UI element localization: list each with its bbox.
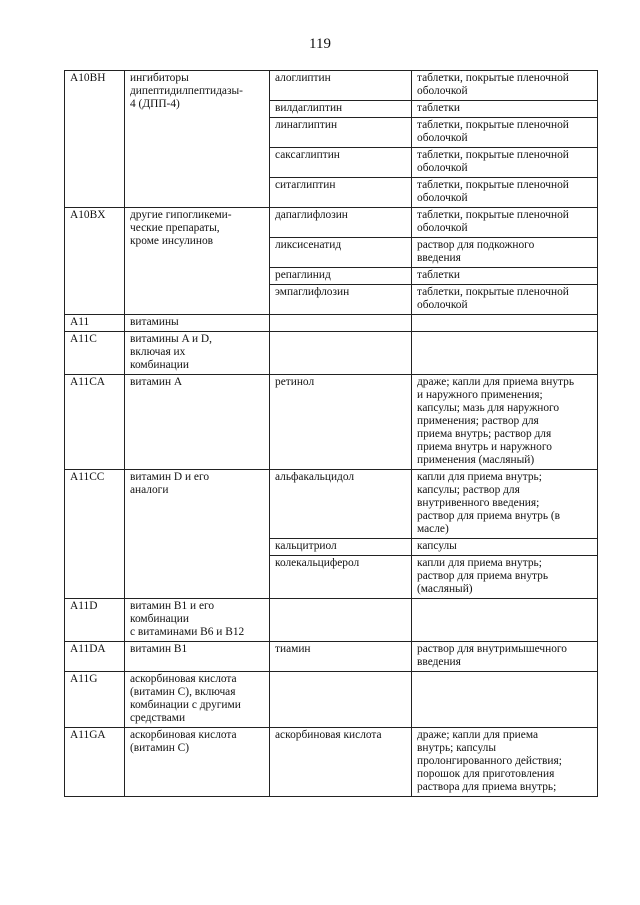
drug-name: эмпаглифлозин <box>270 285 412 315</box>
table-row <box>65 71 598 101</box>
table-row <box>65 332 598 375</box>
drug-name: вилдаглиптин <box>270 101 412 118</box>
drug-name: репаглинид <box>270 268 412 285</box>
drug-name: линаглиптин <box>270 118 412 148</box>
dosage-form: капли для приема внутрь; раствор для приема внутрь (масляный) <box>412 556 598 599</box>
drug-name: колекальциферол <box>270 556 412 599</box>
page-number: 119 <box>309 36 331 52</box>
table-row <box>65 599 598 642</box>
drug-group: витамин B1 и его комбинации с витаминами B6 и B12 <box>125 599 270 642</box>
drug-group: аскорбиновая кислота (витамин C) <box>125 728 270 797</box>
atc-code: A10BH <box>65 71 125 208</box>
dosage-form: драже; капли для приема внутрь; капсулы пролонгированного действия; порошок для приготовления раствора для приема внутрь; <box>412 728 598 797</box>
dosage-form: таблетки, покрытые пленочной оболочкой <box>412 71 598 101</box>
table-row <box>65 642 598 672</box>
dosage-form: таблетки, покрытые пленочной оболочкой <box>412 118 598 148</box>
table-row <box>65 470 598 539</box>
dosage-form: таблетки, покрытые пленочной оболочкой <box>412 285 598 315</box>
table-row <box>65 375 598 470</box>
drug-group: витамины A и D, включая их комбинации <box>125 332 270 375</box>
dosage-form: таблетки, покрытые пленочной оболочкой <box>412 208 598 238</box>
drug-group: ингибиторы дипептидилпептидазы- 4 (ДПП-4) <box>125 71 270 208</box>
drug-name: ликсисенатид <box>270 238 412 268</box>
drug-group: другие гипогликеми- ческие препараты, кроме инсулинов <box>125 208 270 315</box>
drug-group: витамин A <box>125 375 270 470</box>
table-row <box>65 728 598 797</box>
atc-code: A11DA <box>65 642 125 672</box>
dosage-form: таблетки, покрытые пленочной оболочкой <box>412 148 598 178</box>
drug-name <box>270 315 412 332</box>
drug-group: витамин B1 <box>125 642 270 672</box>
atc-code: A11CC <box>65 470 125 599</box>
drug-group: витамин D и его аналоги <box>125 470 270 599</box>
atc-code: A11CA <box>65 375 125 470</box>
drug-group: аскорбиновая кислота (витамин C), включая комбинации с другими средствами <box>125 672 270 728</box>
drug-name: дапаглифлозин <box>270 208 412 238</box>
dosage-form: капли для приема внутрь; капсулы; раствор для внутривенного введения; раствор для приема внутрь (в масле) <box>412 470 598 539</box>
drug-name: альфакальцидол <box>270 470 412 539</box>
dosage-form: таблетки, покрытые пленочной оболочкой <box>412 178 598 208</box>
drug-name: тиамин <box>270 642 412 672</box>
drug-name: саксаглиптин <box>270 148 412 178</box>
atc-code: A11 <box>65 315 125 332</box>
drug-name: алоглиптин <box>270 71 412 101</box>
drug-table <box>64 70 598 797</box>
dosage-form: драже; капли для приема внутрь и наружного применения; капсулы; мазь для наружного применения; раствор для приема внутрь; раствор для приема внутрь и наружного применения (масляный) <box>412 375 598 470</box>
drug-name: кальцитриол <box>270 539 412 556</box>
dosage-form: капсулы <box>412 539 598 556</box>
dosage-form: таблетки <box>412 101 598 118</box>
dosage-form <box>412 332 598 375</box>
drug-name: аскорбиновая кислота <box>270 728 412 797</box>
dosage-form <box>412 672 598 728</box>
dosage-form: раствор для внутримышечного введения <box>412 642 598 672</box>
table-row <box>65 208 598 238</box>
table-row <box>65 672 598 728</box>
atc-code: A11C <box>65 332 125 375</box>
atc-code: A11D <box>65 599 125 642</box>
drug-name: ретинол <box>270 375 412 470</box>
dosage-form <box>412 599 598 642</box>
table-row <box>65 315 598 332</box>
dosage-form: раствор для подкожного введения <box>412 238 598 268</box>
drug-name <box>270 332 412 375</box>
atc-code: A10BX <box>65 208 125 315</box>
atc-code: A11G <box>65 672 125 728</box>
drug-name <box>270 599 412 642</box>
atc-code: A11GA <box>65 728 125 797</box>
drug-name: ситаглиптин <box>270 178 412 208</box>
dosage-form <box>412 315 598 332</box>
drug-group: витамины <box>125 315 270 332</box>
drug-name <box>270 672 412 728</box>
dosage-form: таблетки <box>412 268 598 285</box>
